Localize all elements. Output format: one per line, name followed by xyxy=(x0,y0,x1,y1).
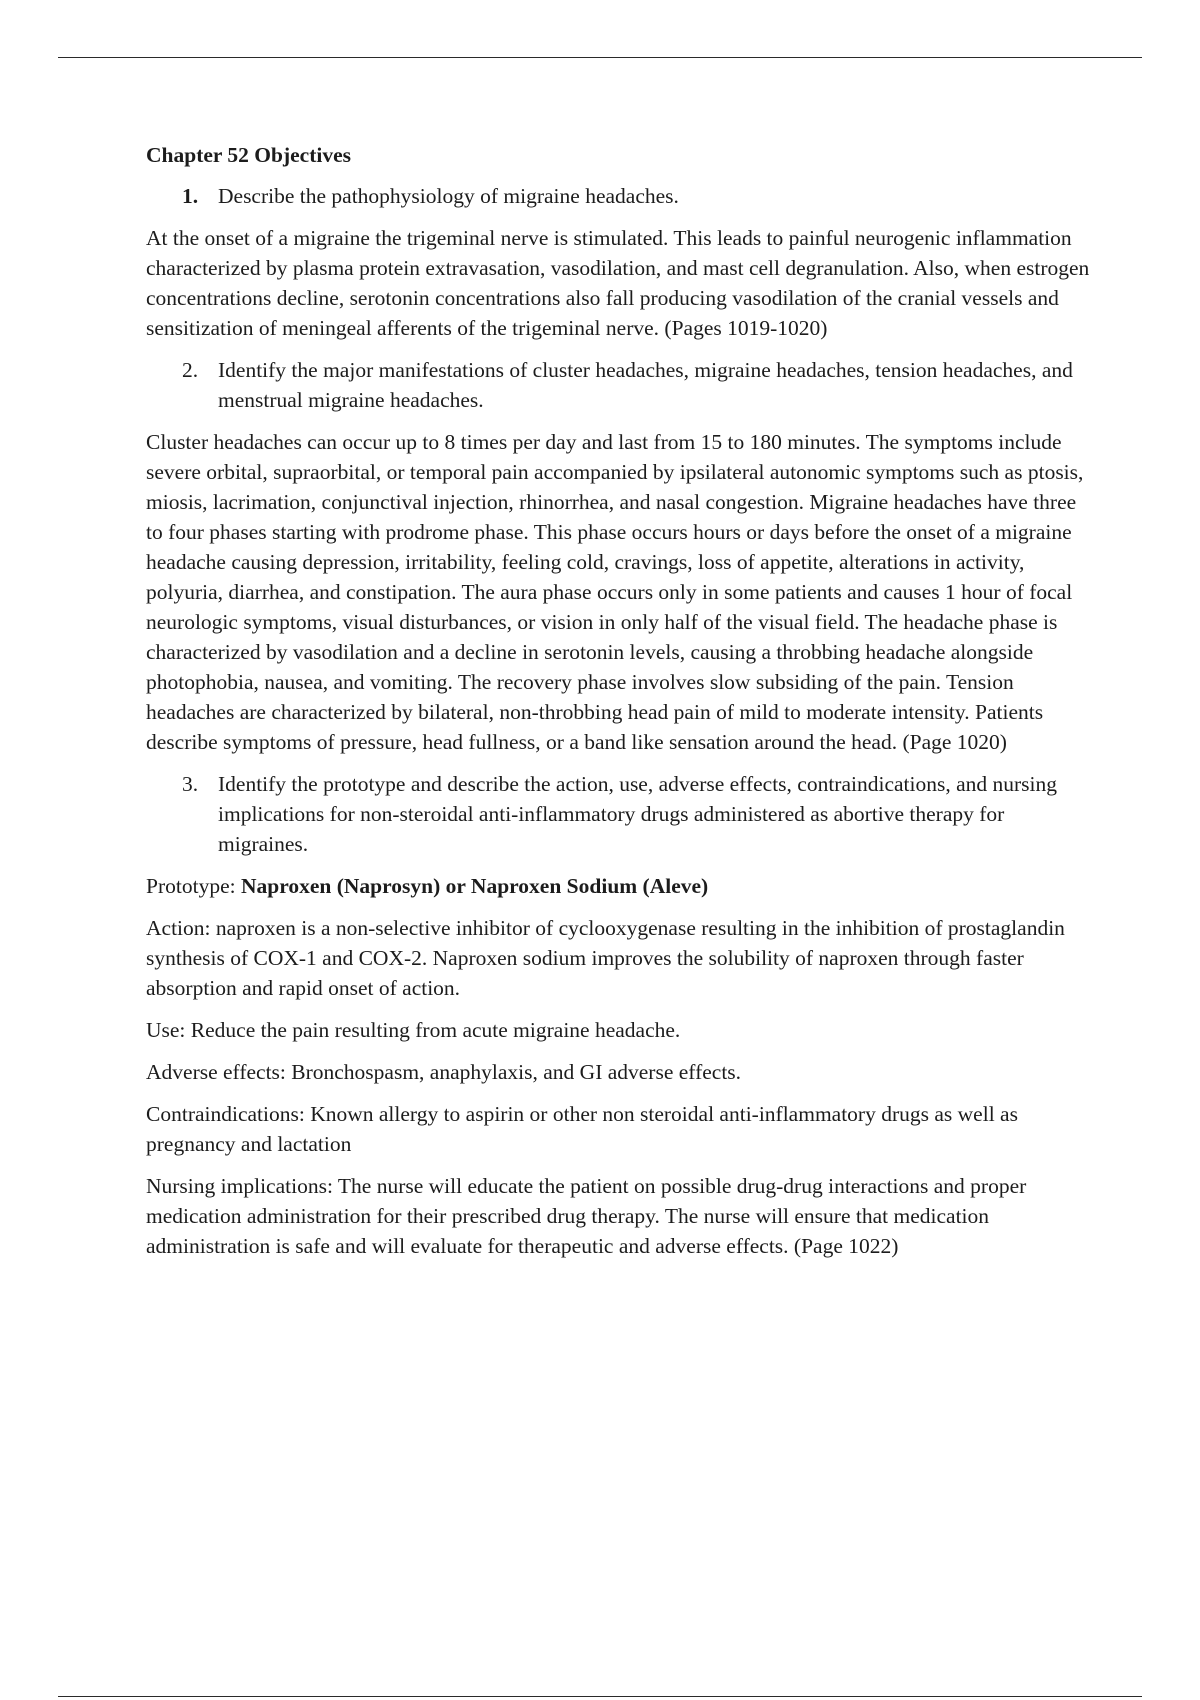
chapter-heading: Chapter 52 Objectives xyxy=(146,143,352,167)
objective-item-1 xyxy=(182,181,1096,211)
objective-item-2 xyxy=(182,355,1096,415)
nursing-implications-paragraph: Nursing implications: The nurse will educate the patient on possible drug-drug interactions and proper medication administration for their prescribed drug therapy. The nurse will ensure that medication administration is safe and will evaluate for therapeutic and adverse effects. (Page 1022) xyxy=(146,1174,1027,1258)
use-paragraph: Use: Reduce the pain resulting from acute migraine headache. xyxy=(146,1018,681,1042)
footer-rule xyxy=(58,1696,1142,1697)
objective-item-3 xyxy=(182,769,1096,859)
adverse-effects-paragraph: Adverse effects: Bronchospasm, anaphylaxis, and GI adverse effects. xyxy=(146,1060,742,1084)
objective-text: Identify the major manifestations of cluster headaches, migraine headaches, tension headaches, and menstrual migraine headaches. xyxy=(218,358,1073,412)
objective-text: Identify the prototype and describe the action, use, adverse effects, contraindications, and nursing implications for non-steroidal anti-inflammatory drugs administered as abortive therapy for migraines. xyxy=(218,772,1058,856)
action-paragraph: Action: naproxen is a non-selective inhibitor of cyclooxygenase resulting in the inhibition of prostaglandin synthesis of COX-1 and COX-2. Naproxen sodium improves the solubility of naproxen through faster absorption and rapid onset of action. xyxy=(146,916,1065,1000)
objective-number: 3. xyxy=(182,772,199,796)
contraindications-paragraph: Contraindications: Known allergy to aspirin or other non steroidal anti-inflammatory drugs as well as pregnancy and lactation xyxy=(146,1102,1018,1156)
objective-text: Describe the pathophysiology of migraine headaches. xyxy=(218,184,679,208)
objective-number: 1. xyxy=(182,184,199,208)
document-body xyxy=(146,140,1096,1273)
prototype-drug: Naproxen (Naprosyn) or Naproxen Sodium (Aleve) xyxy=(240,874,709,898)
objective-answer-1: At the onset of a migraine the trigeminal nerve is stimulated. This leads to painful neurogenic inflammation characterized by plasma protein extravasation, vasodilation, and mast cell degranulation. Also, when estrogen concentrations decline, serotonin concentrations also fall producing vasodilation of the cranial vessels and sensitization of meningeal afferents of the trigeminal nerve. (Pages 1019-1020) xyxy=(146,226,1090,340)
objective-number: 2. xyxy=(182,358,199,382)
prototype-label: Prototype: xyxy=(146,874,241,898)
prototype-line xyxy=(146,871,1096,901)
objective-answer-2: Cluster headaches can occur up to 8 times per day and last from 15 to 180 minutes. The symptoms include severe orbital, supraorbital, or temporal pain accompanied by ipsilateral autonomic symptoms such as ptosis, miosis, lacrimation, conjunctival injection, rhinorrhea, and nasal congestion. Migraine headaches have three to four phases starting with prodrome phase. This phase occurs hours or days before the onset of a migraine headache causing depression, irritability, feeling cold, cravings, loss of appetite, alterations in activity, polyuria, diarrhea, and constipation. The aura phase occurs only in some patients and causes 1 hour of focal neurologic symptoms, visual disturbances, or vision in only half of the visual field. The headache phase is characterized by vasodilation and a decline in serotonin levels, causing a throbbing headache alongside photophobia, nausea, and vomiting. The recovery phase involves slow subsiding of the pain. Tension headaches are characterized by bilateral, non-throbbing head pain of mild to moderate intensity. Patients describe symptoms of pressure, head fullness, or a band like sensation around the head. (Page 1020) xyxy=(146,430,1084,754)
header-rule xyxy=(58,57,1142,58)
